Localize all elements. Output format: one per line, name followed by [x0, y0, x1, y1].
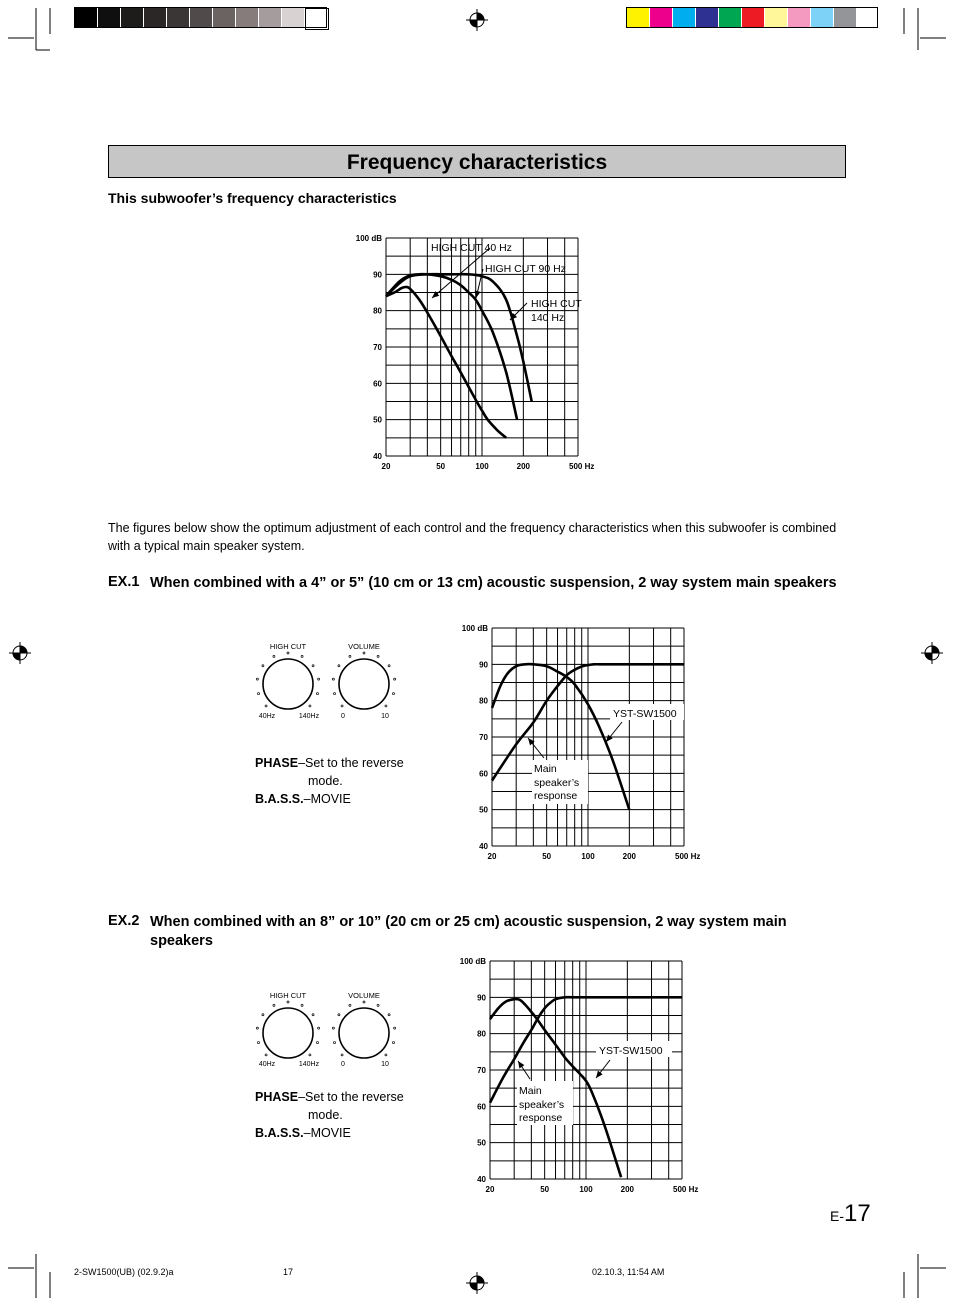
- y-tick-label: 70: [479, 733, 488, 742]
- example-1-heading: When combined with a 4” or 5” (10 cm or 13 cm) acoustic suspension, 2 way system main speakers: [150, 575, 837, 591]
- y-tick-label: 50: [373, 415, 382, 425]
- annotation-main-line2: speaker’s: [534, 777, 580, 789]
- example-2-settings: [255, 1088, 404, 1142]
- y-tick-label: 40: [373, 452, 382, 461]
- registration-mark-bottom: [466, 1272, 488, 1294]
- phase-label: PHASE: [255, 756, 299, 770]
- volume-knob: [332, 652, 395, 709]
- y-tick-label: 60: [373, 379, 382, 389]
- phase-text-2: mode.: [308, 774, 343, 788]
- y-tick-label: 100 dB: [459, 957, 486, 966]
- y-tick-label: 80: [477, 1029, 486, 1039]
- bass-label: B.A.S.S.: [255, 1126, 304, 1140]
- example-1-knobs: [250, 636, 410, 726]
- high-cut-knob: [256, 652, 319, 709]
- high-cut-knob: [256, 1001, 319, 1058]
- x-tick-label: 500 Hz: [673, 1185, 699, 1194]
- bass-text: –MOVIE: [303, 792, 351, 806]
- page-title: Frequency characteristics: [108, 145, 846, 178]
- section-heading: This subwoofer’s frequency characteristics: [108, 190, 397, 206]
- y-tick-label: 90: [477, 993, 486, 1003]
- knob-volume-max: 10: [381, 1061, 389, 1068]
- y-tick-label: 60: [479, 769, 488, 779]
- knob-high-cut-min: 40Hz: [258, 713, 276, 720]
- x-tick-label: 200: [516, 462, 531, 471]
- x-tick-label: 100: [475, 462, 489, 471]
- example-2-number: EX.2: [108, 913, 140, 929]
- x-tick-label: 50: [540, 1185, 550, 1194]
- knob-label-volume: VOLUME: [348, 991, 380, 1000]
- page-prefix: E-: [830, 1208, 844, 1224]
- y-tick-label: 50: [477, 1138, 486, 1148]
- y-tick-label: 40: [477, 1175, 486, 1184]
- phase-text-2: mode.: [308, 1108, 343, 1122]
- y-tick-label: 50: [479, 805, 488, 815]
- x-tick-label: 50: [542, 852, 552, 861]
- example-2-knobs: [250, 985, 410, 1075]
- x-tick-label: 50: [436, 462, 446, 471]
- x-tick-label: 500 Hz: [569, 462, 595, 471]
- subwoofer-frequency-chart: [340, 228, 610, 473]
- footer-job-id: 2-SW1500(UB) (02.9.2)a: [74, 1267, 174, 1277]
- annotation-high-cut-140-line1: HIGH CUT: [531, 298, 582, 310]
- x-tick-label: 100: [581, 852, 595, 861]
- annotation-yst-sw1500: YST-SW1500: [599, 1045, 663, 1057]
- intro-paragraph: The figures below show the optimum adjustment of each control and the frequency characteristics when this subwoofer is combined with a typical main speaker system.: [108, 521, 837, 553]
- x-tick-label: 200: [620, 1185, 635, 1194]
- arrow-head: [596, 1071, 603, 1078]
- registration-mark-top: [466, 9, 488, 31]
- bass-text: –MOVIE: [303, 1126, 351, 1140]
- example-2-frequency-chart: [444, 951, 714, 1196]
- example-1-number: EX.1: [108, 574, 140, 590]
- annotation-main-line3: response: [519, 1112, 563, 1124]
- x-tick-label: 200: [622, 852, 637, 861]
- annotation-yst-sw1500: YST-SW1500: [613, 708, 677, 720]
- knob-label-high-cut: HIGH CUT: [269, 642, 307, 651]
- page-number-value: 17: [844, 1200, 871, 1227]
- x-tick-label: 20: [485, 1185, 495, 1194]
- color-bar-frame: [626, 7, 878, 28]
- annotation-high-cut-90: HIGH CUT 90 Hz: [485, 263, 566, 275]
- registration-mark-left: [9, 642, 31, 664]
- chart-grid: [490, 961, 682, 1179]
- x-tick-label: 500 Hz: [675, 852, 701, 861]
- footer-page: 17: [283, 1267, 294, 1277]
- x-tick-label: 20: [381, 462, 391, 471]
- bass-label: B.A.S.S.: [255, 792, 304, 806]
- color-bar-frame: [74, 7, 327, 28]
- arrow-head: [518, 1061, 524, 1068]
- page-number: [830, 1200, 871, 1228]
- series-line: [386, 287, 506, 438]
- y-tick-label: 70: [477, 1066, 486, 1075]
- y-tick-label: 80: [373, 306, 382, 316]
- y-tick-label: 80: [479, 696, 488, 706]
- y-tick-label: 60: [477, 1102, 486, 1112]
- arrow-head: [606, 735, 613, 742]
- annotation-high-cut-140-line2: 140 Hz: [531, 312, 565, 324]
- registration-mark-right: [921, 642, 943, 664]
- annotation-high-cut-40: HIGH CUT 40 Hz: [431, 242, 512, 254]
- x-tick-label: 100: [579, 1185, 593, 1194]
- knob-high-cut-max: 140Hz: [298, 1061, 320, 1068]
- x-tick-label: 20: [487, 852, 497, 861]
- example-2-heading: When combined with an 8” or 10” (20 cm or 25 cm) acoustic suspension, 2 way system main speakers: [150, 914, 787, 949]
- y-tick-label: 40: [479, 842, 488, 851]
- y-tick-label: 90: [373, 270, 382, 280]
- knob-high-cut-max: 140Hz: [298, 713, 320, 720]
- phase-text: –Set to the reverse: [298, 756, 404, 770]
- knob-high-cut-min: 40Hz: [258, 1061, 276, 1068]
- y-tick-label: 70: [373, 343, 382, 352]
- annotation-main-line1: Main: [519, 1085, 542, 1097]
- annotation-main-line3: response: [534, 790, 578, 802]
- example-1-frequency-chart: [446, 618, 716, 863]
- volume-knob: [332, 1001, 395, 1058]
- knob-volume-max: 10: [381, 713, 389, 720]
- y-tick-label: 100 dB: [355, 234, 382, 243]
- knob-label-high-cut: HIGH CUT: [269, 991, 307, 1000]
- annotation-main-line2: speaker’s: [519, 1099, 565, 1111]
- phase-text: –Set to the reverse: [298, 1090, 404, 1104]
- footer-timestamp: 02.10.3, 11:54 AM: [592, 1267, 665, 1277]
- y-tick-label: 100 dB: [461, 624, 488, 633]
- phase-label: PHASE: [255, 1090, 299, 1104]
- knob-volume-min: 0: [341, 713, 345, 720]
- example-1-settings: [255, 754, 404, 808]
- knob-volume-min: 0: [341, 1061, 345, 1068]
- knob-label-volume: VOLUME: [348, 642, 380, 651]
- annotation-main-line1: Main: [534, 763, 557, 775]
- y-tick-label: 90: [479, 660, 488, 670]
